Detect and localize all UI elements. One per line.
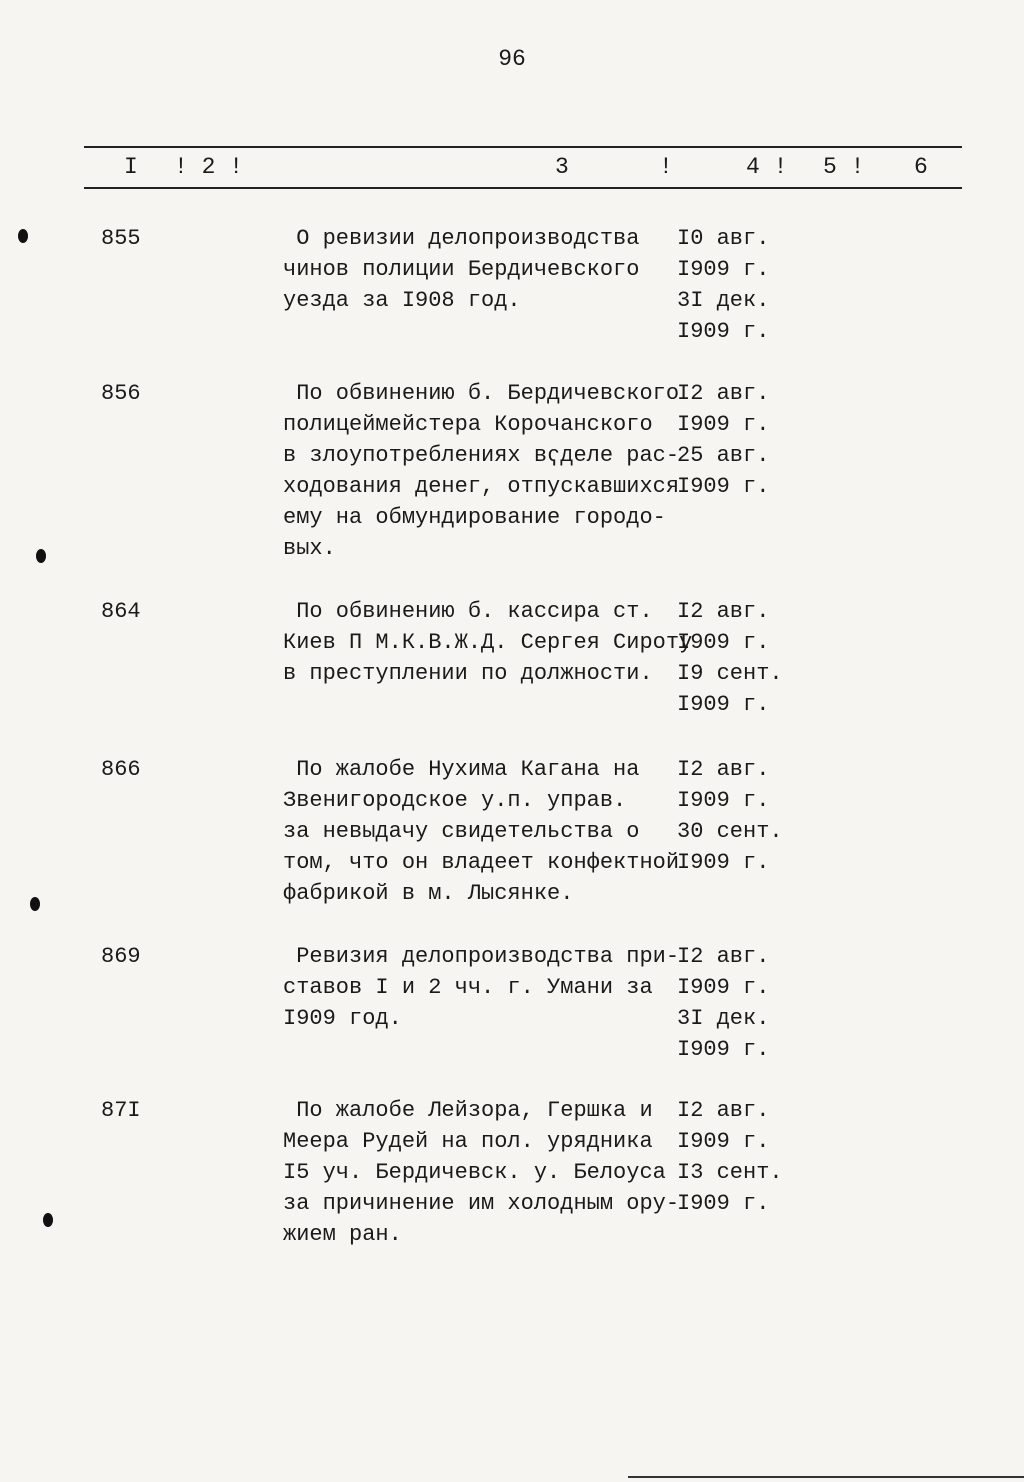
entry-dates: I2 авг. I909 г. 30 сент. I909 г.: [677, 757, 783, 875]
entry-dates: I2 авг. I909 г. 3I дек. I909 г.: [677, 944, 770, 1062]
punch-hole-mark: [30, 897, 40, 911]
page-number: 96: [498, 46, 526, 72]
entry-number: 856: [101, 381, 141, 406]
entry-number: 864: [101, 599, 141, 624]
punch-hole-mark: [18, 229, 28, 243]
entry-description: По жалобе Лейзора, Гершка и Меера Рудей на пол. урядника I5 уч. Бердичевск. у. Белоуса за причинение им холодным ору- жием ран.: [283, 1098, 680, 1247]
column-header-2: ! 2 !: [174, 154, 244, 180]
entry-dates: I2 авг. I909 г. 25 авг. I909 г.: [677, 381, 770, 499]
header-rule-bottom: [84, 187, 962, 189]
column-header-6: 6: [914, 154, 928, 180]
entry-number: 87I: [101, 1098, 141, 1123]
column-header-3: 3: [555, 154, 569, 180]
entry-dates: I0 авг. I909 г. 3I дек. I909 г.: [677, 226, 770, 344]
column-header-5: 5 !: [823, 154, 865, 180]
column-header-4: 4 !: [746, 154, 788, 180]
entry-description: Ревизия делопроизводства при- ставов I и 2 чч. г. Умани за I909 год.: [283, 944, 680, 1031]
punch-hole-mark: [36, 549, 46, 563]
entry-number: 866: [101, 757, 141, 782]
entry-description: По обвинению б. Бердичевского полицеймейстера Корочанского в злоупотреблениях вҁделе рас- ходования денег, отпускавшихся ему на обмундирование городо- вых.: [283, 381, 680, 561]
entry-dates: I2 авг. I909 г. I9 сент. I909 г.: [677, 599, 783, 717]
entry-description: О ревизии делопроизводства чинов полиции Бердичевского уезда за I908 год.: [283, 226, 640, 313]
header-rule-top: [84, 146, 962, 148]
column-header-separator: !: [659, 154, 673, 180]
bottom-edge-line: [628, 1476, 1024, 1478]
entry-description: По обвинению б. кассира ст. Киев П М.К.В.Ж.Д. Сергея Сироту в преступлении по должности.: [283, 599, 693, 686]
column-header-1: I: [124, 154, 138, 180]
entry-number: 855: [101, 226, 141, 251]
punch-hole-mark: [43, 1213, 53, 1227]
entry-dates: I2 авг. I909 г. I3 сент. I909 г.: [677, 1098, 783, 1216]
entry-number: 869: [101, 944, 141, 969]
entry-description: По жалобе Нухима Кагана на Звенигородское у.п. управ. за невыдачу свидетельства о том, что он владеет конфектной фабрикой в м. Лысянке.: [283, 757, 680, 906]
